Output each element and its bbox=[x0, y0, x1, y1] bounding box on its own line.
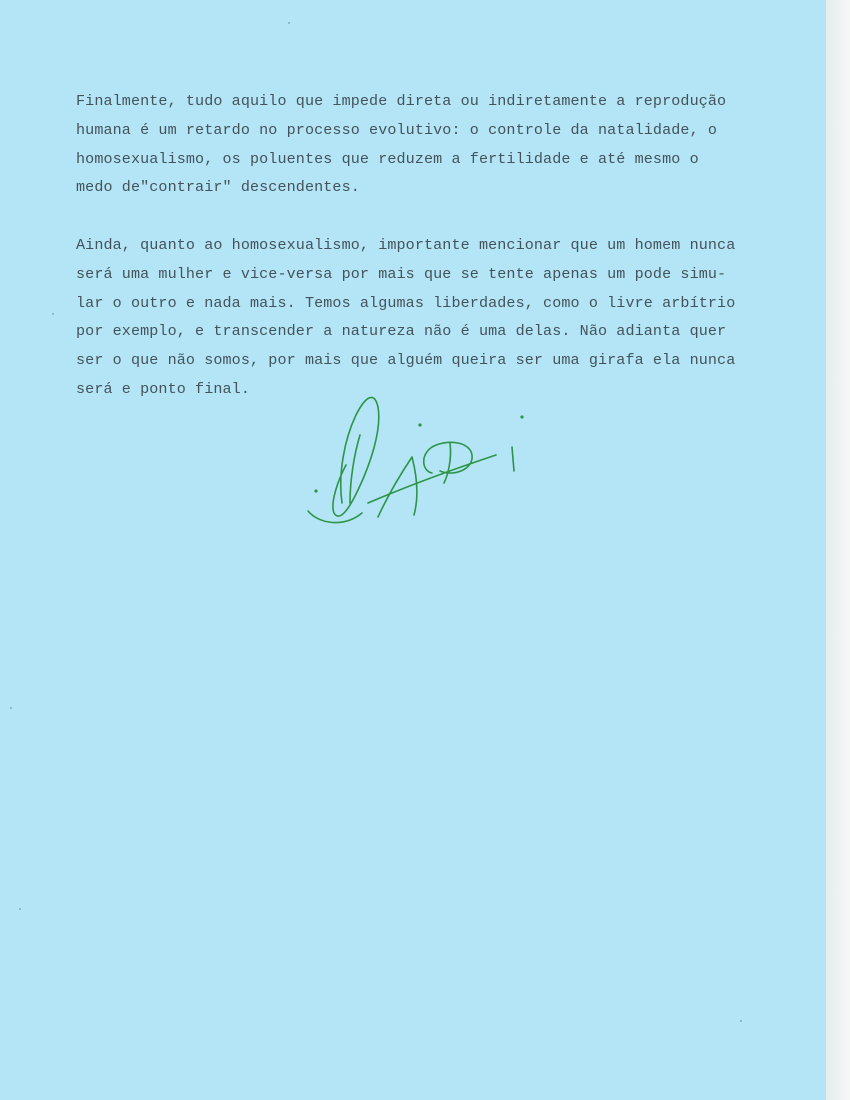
text-line: lar o outro e nada mais. Temos algumas liberdades, como o livre arbítrio bbox=[76, 293, 736, 312]
paragraph-1 bbox=[76, 87, 818, 202]
text-line: Finalmente, tudo aquilo que impede direta ou indiretamente a reprodução bbox=[76, 92, 727, 110]
text-line: Ainda, quanto ao homosexualismo, importante mencionar que um homem nunca bbox=[76, 236, 736, 254]
handwritten-signature bbox=[300, 385, 530, 535]
paper-speck bbox=[10, 707, 12, 709]
text-line: homosexualismo, os poluentes que reduzem a fertilidade e até mesmo o bbox=[76, 149, 699, 168]
paper-speck bbox=[288, 22, 290, 24]
paper-speck bbox=[52, 313, 54, 315]
scan-edge bbox=[826, 0, 850, 1100]
text-line: ser o que não somos, por mais que alguém queira ser uma girafa ela nunca bbox=[76, 351, 736, 370]
text-line: por exemplo, e transcender a natureza não é uma delas. Não adianta quer bbox=[76, 322, 727, 341]
paragraph-2 bbox=[76, 231, 818, 404]
text-line: humana é um retardo no processo evolutivo: o controle da natalidade, o bbox=[76, 120, 718, 139]
text-line: será e ponto final. bbox=[76, 379, 250, 398]
text-line: medo de"contrair" descendentes. bbox=[76, 178, 360, 197]
paper-speck bbox=[740, 1020, 742, 1022]
text-line: será uma mulher e vice-versa por mais que se tente apenas um pode simu- bbox=[76, 264, 727, 283]
paper-speck bbox=[19, 908, 21, 910]
